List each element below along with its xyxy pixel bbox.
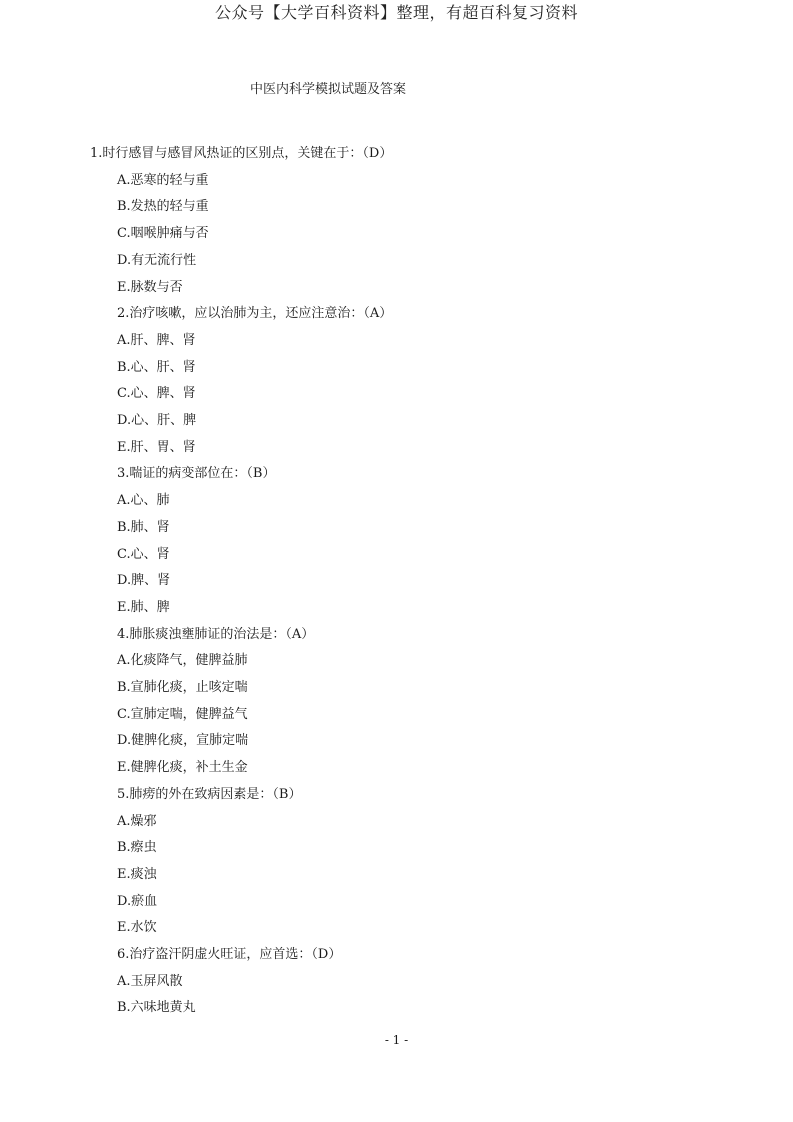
option-line: C.心、脾、肾	[117, 386, 196, 402]
option-line: A.化痰降气，健脾益肺	[117, 653, 248, 669]
option-line: E.水饮	[117, 920, 157, 936]
question-line: 3.喘证的病变部位在：（B）	[117, 466, 276, 482]
question-line: 2.治疗咳嗽，应以治肺为主，还应注意治：（A）	[117, 306, 393, 322]
option-line: E.健脾化痰，补土生金	[117, 760, 248, 776]
watermark-header: 公众号【大学百科资料】整理，有超百科复习资料	[214, 3, 578, 22]
option-line: B.六味地黄丸	[117, 1000, 196, 1016]
option-line: A.恶寒的轻与重	[117, 172, 209, 188]
question-line: 5.肺痨的外在致病因素是：（B）	[117, 786, 302, 802]
option-line: D.瘀血	[117, 893, 158, 909]
option-line: D.脾、肾	[117, 573, 171, 589]
option-line: B.发热的轻与重	[117, 199, 209, 215]
option-line: B.肺、肾	[117, 519, 170, 535]
option-line: B.瘵虫	[117, 840, 157, 856]
option-line: E.痰浊	[117, 866, 157, 882]
question-line: 4.肺胀痰浊壅肺证的治法是：（A）	[117, 626, 315, 642]
option-line: B.心、肝、肾	[117, 359, 196, 375]
question-line: 6.治疗盗汗阴虚火旺证，应首选：（D）	[117, 947, 342, 962]
option-line: E.肺、脾	[117, 599, 170, 615]
page-number: - 1 -	[384, 1033, 409, 1047]
option-line: A.燥邪	[117, 813, 157, 829]
option-line: D.心、肝、脾	[117, 413, 197, 428]
option-line: A.玉屏风散	[117, 973, 183, 989]
option-line: A.肝、脾、肾	[117, 332, 196, 348]
option-line: D.健脾化痰，宣肺定喘	[117, 733, 249, 749]
option-line: A.心、肺	[117, 493, 170, 509]
option-line: D.有无流行性	[117, 252, 197, 268]
option-line: C.心、肾	[117, 546, 170, 562]
option-line: E.肝、胃、肾	[117, 439, 196, 455]
question-line: 1.时行感冒与感冒风热证的区别点，关键在于：（D）	[90, 146, 393, 161]
option-line: C.宣肺定喘，健脾益气	[117, 706, 248, 722]
option-line: C.咽喉肿痛与否	[117, 226, 209, 242]
option-line: E.脉数与否	[117, 279, 183, 295]
option-line: B.宣肺化痰，止咳定喘	[117, 680, 248, 695]
document-title: 中医内科学模拟试题及答案	[250, 82, 407, 97]
